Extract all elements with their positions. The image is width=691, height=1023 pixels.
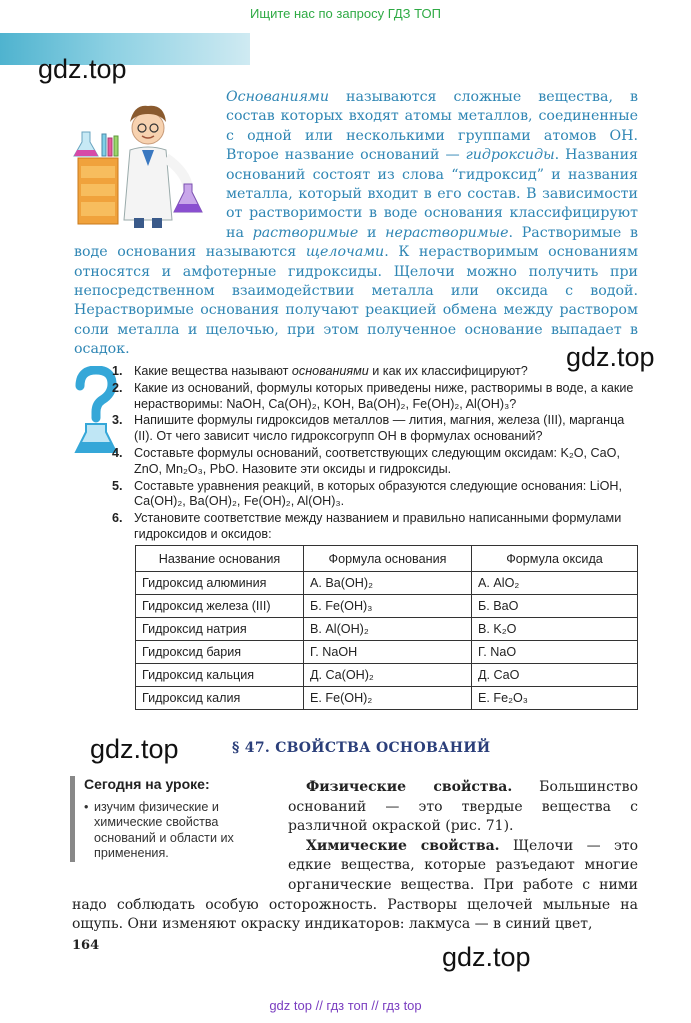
footer-links[interactable]: gdz top // гдз топ // гдз top bbox=[269, 998, 422, 1013]
matching-table bbox=[135, 545, 638, 710]
question-item: 1. Какие вещества называют основаниями и как их классифицируют? bbox=[112, 364, 528, 378]
watermark: gdz.top bbox=[90, 734, 179, 764]
table-row: Гидроксид калия Е. Fe(OH)₂ Е. Fe₂O₃ bbox=[136, 687, 638, 710]
table-header: Формула оксида bbox=[472, 546, 638, 572]
section-title: § 47. СВОЙСТВА ОСНОВАНИЙ bbox=[232, 740, 491, 756]
table-row: Гидроксид алюминия А. Ba(OH)₂ А. AlO₂ bbox=[136, 572, 638, 595]
table-row: Гидроксид бария Г. NaOH Г. NaO bbox=[136, 641, 638, 664]
question-item: 4. Составьте формулы оснований, соответствующих следующим оксидам: K₂O, CaO, ZnO, Mn₂O₃, PbO. Назовите эти оксиды и гидроксиды. bbox=[112, 445, 620, 476]
watermark: gdz.top bbox=[38, 54, 127, 84]
lesson-item: • изучим физические и химические свойства оснований и области их применения. bbox=[84, 800, 270, 862]
questions-list bbox=[112, 364, 642, 544]
table-row: Гидроксид железа (III) Б. Fe(OH)₃ Б. BaO bbox=[136, 595, 638, 618]
intro-text: Основаниями называются сложные вещества, в состав которых входят атомы металлов, соединенные с одной или несколькими группами атомов OH. Второе название оснований — гидроксиды. Названия оснований состоят из слова “гидроксид” и названия металла, который входит в его состав. В зависимости от растворимости в воде основания классифицируют на растворимые и нерастворимые. Растворимые в воде основания называются щелочами. К нерастворимым основаниям относятся и амфотерные гидроксиды. Щелочи можно получить при непосредственном взаимодействии металла или оксида с водой. Нерастворимые основания получают реакцией обмена между раствором соли металла и щелочью, при этом полученное основание выпадает в осадок. bbox=[74, 88, 638, 360]
paragraph: Физические свойства. Большинство оснований — это твердые вещества с различной окраской (рис. 71). bbox=[288, 779, 638, 835]
term-shchelochi: щелочами bbox=[305, 244, 385, 261]
page-number: 164 bbox=[72, 938, 100, 953]
lesson-title: Сегодня на уроке: bbox=[84, 776, 210, 792]
question-item: 6. Установите соответствие между названием и правильно написанными формулами гидроксидов и оксидов: bbox=[112, 511, 622, 541]
term-gidroksidy: гидроксиды bbox=[465, 147, 555, 164]
table-header: Формула основания bbox=[304, 546, 472, 572]
watermark: gdz.top bbox=[566, 342, 655, 372]
term-rastvorimye: растворимые bbox=[252, 224, 359, 241]
table-row: Гидроксид кальция Д. Ca(OH)₂ Д. CaO bbox=[136, 664, 638, 687]
term-osnovaniya: Основаниями bbox=[226, 89, 329, 105]
top-banner[interactable]: Ищите нас по запросу ГДЗ ТОП bbox=[250, 6, 441, 21]
table-header: Название основания bbox=[136, 546, 304, 572]
watermark: gdz.top bbox=[442, 942, 531, 972]
scientist-illustration bbox=[68, 92, 218, 230]
paragraph: Химические свойства. Щелочи — это едкие вещества, которые разъедают многие органические вещества. При работе с ними надо соблюдать особую осторожность. Растворы щелочей мыльные на ощупь. Они изменяют окраску индикаторов: лакмуса — в синий цвет, bbox=[72, 837, 638, 933]
term-nerastvorimye: нерастворимые bbox=[385, 224, 509, 241]
body-text bbox=[72, 778, 638, 935]
table-row: Гидроксид натрия В. Al(OH)₂ В. K₂O bbox=[136, 618, 638, 641]
question-item: 3. Напишите формулы гидроксидов металлов — лития, магния, железа (III), марганца (II). От чего зависит число гидроксогрупп OH в формулах оснований? bbox=[112, 413, 625, 444]
question-item: 5. Составьте уравнения реакций, в которых образуются следующие основания: LiOH, Ca(OH)₂, Ba(OH)₂, Fe(OH)₂, Al(OH)₃. bbox=[112, 478, 622, 509]
question-item: 2. Какие из оснований, формулы которых приведены ниже, растворимы в воде, а какие нерастворимы: NaOH, Ca(OH)₂, KOH, Ba(OH)₂, Fe(OH)₂, Al(OH)₃? bbox=[112, 380, 634, 411]
